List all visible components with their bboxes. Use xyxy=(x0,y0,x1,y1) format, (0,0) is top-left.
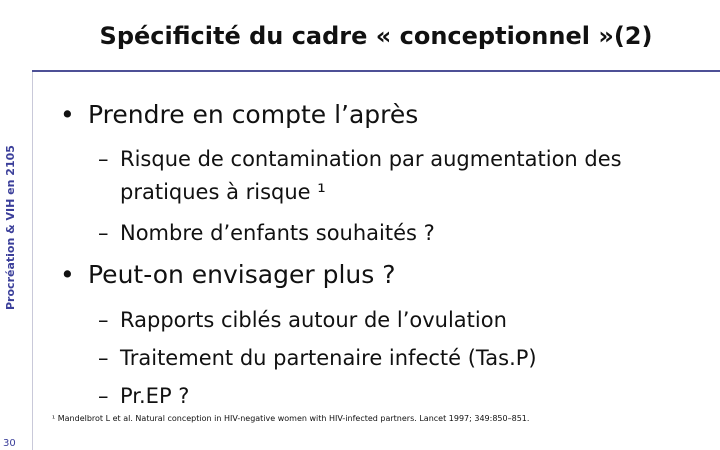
bullet-item-1 xyxy=(60,100,418,129)
bullet-item-2 xyxy=(60,260,395,289)
bullet-marker: • xyxy=(60,100,75,129)
left-divider xyxy=(32,72,33,450)
sub-bullet-marker: – xyxy=(98,384,109,408)
sub-bullet-marker: – xyxy=(98,346,109,370)
sub-bullet-item-2-2 xyxy=(98,346,537,370)
sub-bullet-item-1-1 xyxy=(98,147,622,171)
title-divider xyxy=(32,70,720,72)
bullet-marker: • xyxy=(60,260,75,289)
sub-bullet-continuation: pratiques à risque ¹ xyxy=(120,180,326,204)
sub-bullet-text: Risque de contamination par augmentation des xyxy=(120,147,622,171)
bullet-text: Peut-on envisager plus ? xyxy=(88,260,396,289)
sub-bullet-text: Rapports ciblés autour de l’ovulation xyxy=(120,308,507,332)
sub-bullet-marker: – xyxy=(98,147,109,171)
sub-bullet-item-2-3 xyxy=(98,384,189,408)
sub-bullet-text: Pr.EP ? xyxy=(120,384,190,408)
slide-title: Spécificité du cadre « conceptionnel »(2) xyxy=(99,22,653,50)
sub-bullet-text: Nombre d’enfants souhaités ? xyxy=(120,221,435,245)
sub-bullet-item-1-2 xyxy=(98,221,435,245)
vertical-sidebar-label: Procréation & VIH en 2105 xyxy=(4,145,17,310)
sub-bullet-marker: – xyxy=(98,221,109,245)
page-number: 30 xyxy=(3,438,16,449)
sub-bullet-marker: – xyxy=(98,308,109,332)
sub-bullet-text: Traitement du partenaire infecté (Tas.P) xyxy=(120,346,537,370)
bullet-text: Prendre en compte l’après xyxy=(88,100,419,129)
footnote-reference: ¹ Mandelbrot L et al. Natural conception in HIV-negative women with HIV-infected partners. Lancet 1997; 349:850–851. xyxy=(52,414,530,423)
sub-bullet-item-2-1 xyxy=(98,308,507,332)
